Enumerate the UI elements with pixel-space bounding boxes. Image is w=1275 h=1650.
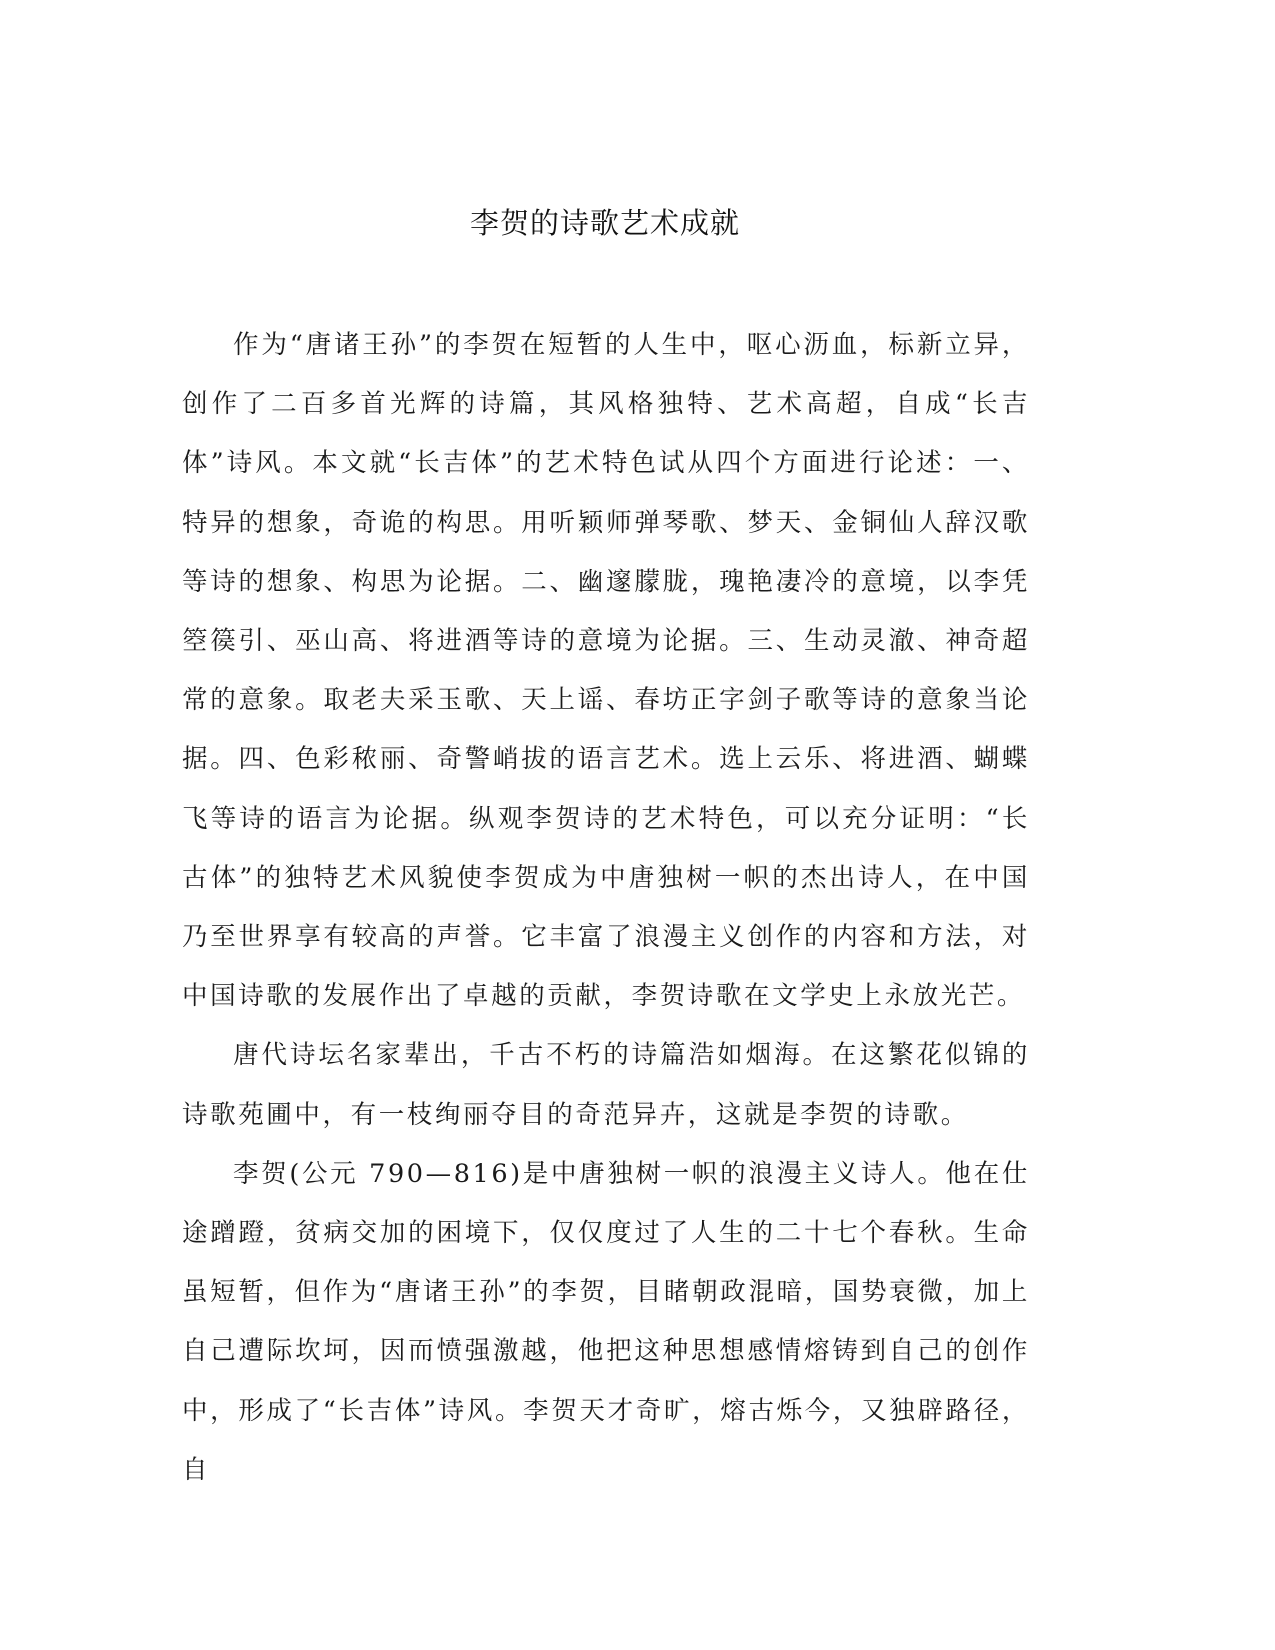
paragraph-biography: 李贺(公元 790—816)是中唐独树一帜的浪漫主义诗人。他在仕途蹭蹬，贫病交加的困境下，仅仅度过了人生的二十七个春秋。生命虽短暂，但作为“唐诸王孙”的李贺，目睹朝政混暗，国势衰微，加上自己遭际坎坷，因而愤强激越，他把这种思想感情熔铸到自己的创作中，形成了“长吉体”诗风。李贺天才奇旷，熔古烁今，又独辟路径，自 [182,1158,1030,1485]
paragraph-intro: 唐代诗坛名家辈出，千古不朽的诗篇浩如烟海。在这繁花似锦的诗歌苑圃中，有一枝绚丽夺目的奇范异卉，这就是李贺的诗歌。 [182,1040,1030,1130]
document-title: 李贺的诗歌艺术成就 [469,206,740,240]
paragraph-abstract: 作为“唐诸王孙”的李贺在短暂的人生中，呕心沥血，标新立异，创作了二百多首光辉的诗篇，其风格独特、艺术高超，自成“长吉体”诗风。本文就“长吉体”的艺术特色试从四个方面进行论述：一、特异的想象，奇诡的构思。用听颖师弹琴歌、梦天、金铜仙人辞汉歌等诗的想象、构思为论据。二、幽邃朦胧，瑰艳凄冷的意境，以李凭箜篌引、巫山高、将进酒等诗的意境为论据。三、生动灵澈、神奇超常的意象。取老夫采玉歌、天上谣、春坊正字剑子歌等诗的意象当论据。四、色彩秾丽、奇警峭拔的语言艺术。选上云乐、将进酒、蝴蝶飞等诗的语言为论据。纵观李贺诗的艺术特色，可以充分证明：“长古体”的独特艺术风貌使李贺成为中唐独树一帜的杰出诗人，在中国乃至世界享有较高的声誉。它丰富了浪漫主义创作的内容和方法，对中国诗歌的发展作出了卓越的贡献，李贺诗歌在文学史上永放光芒。 [182,330,1030,1012]
document-body [182,316,1030,1500]
